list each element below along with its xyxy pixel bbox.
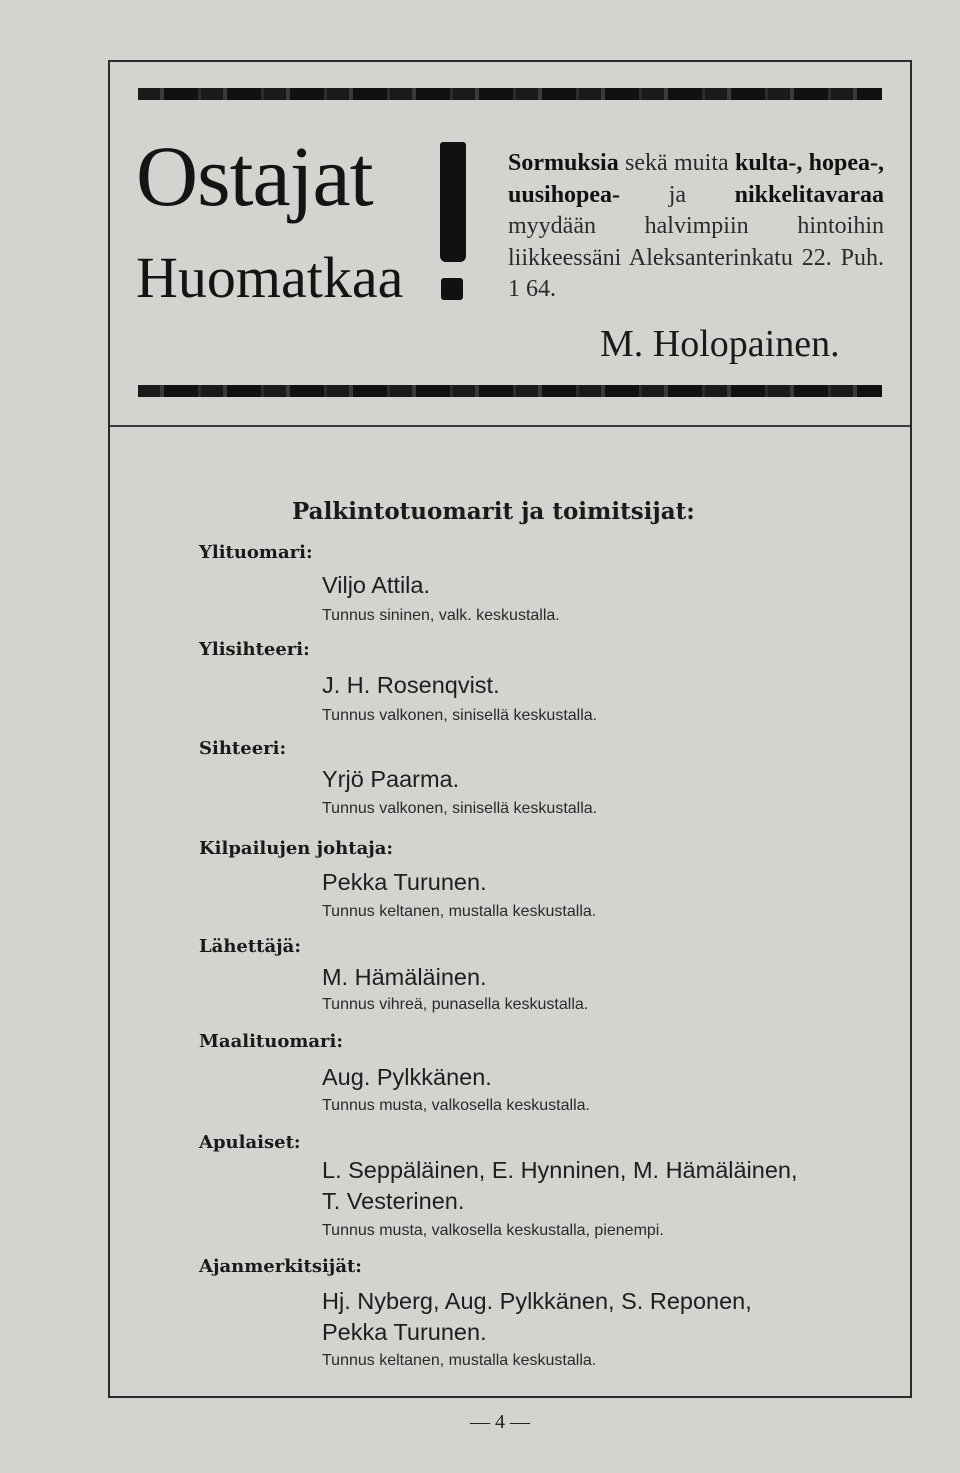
badge-description: Tunnus valkonen, sinisellä keskustalla. xyxy=(322,800,598,817)
official-name: L. Seppäläinen, E. Hynninen, M. Hämäläinen, xyxy=(322,1157,798,1183)
exclamation-icon xyxy=(440,142,466,262)
official-name: Pekka Turunen. xyxy=(322,869,487,895)
ad-separator xyxy=(110,425,910,427)
ad-headline-huomatkaa: Huomatkaa xyxy=(136,245,404,310)
ad-headline-ostajat: Ostajat xyxy=(136,128,373,224)
ad-text-part: kulta-, hopea-, uusihopea- xyxy=(508,150,884,208)
ad-text-part: nikkelitavaraa xyxy=(734,181,884,208)
ad-text-part: myydään halvimpiin hintoihin liikkeessäni Aleksanterinkatu 22. Puh. 1 64. xyxy=(508,213,884,302)
ad-text-part: sekä muita xyxy=(618,150,735,176)
official-name: M. Hämäläinen. xyxy=(322,964,487,990)
page-number: — 4 — xyxy=(470,1411,530,1433)
badge-description: Tunnus sininen, valk. keskustalla. xyxy=(322,607,560,624)
badge-description: Tunnus musta, valkosella keskustalla. xyxy=(322,1097,590,1114)
badge-description: Tunnus keltanen, mustalla keskustalla. xyxy=(322,1352,597,1369)
official-name: Pekka Turunen. xyxy=(322,1319,487,1345)
role-label: Ajanmerkitsijät: xyxy=(199,1256,362,1277)
ad-text-part: ja xyxy=(620,181,735,208)
officials-heading: Palkintotuomarit ja toimitsijat: xyxy=(292,498,695,525)
role-label: Maalituomari: xyxy=(199,1031,344,1052)
badge-description: Tunnus vihreä, punasella keskustalla. xyxy=(322,996,589,1013)
official-name: Yrjö Paarma. xyxy=(322,766,460,792)
ad-bottom-rule xyxy=(138,385,882,397)
badge-description: Tunnus valkonen, sinisellä keskustalla. xyxy=(322,707,598,724)
role-label: Ylisihteeri: xyxy=(199,639,310,660)
official-name: Aug. Pylkkänen. xyxy=(322,1064,492,1090)
ad-body-text xyxy=(508,148,884,306)
badge-description: Tunnus keltanen, mustalla keskustalla. xyxy=(322,903,597,920)
role-label: Apulaiset: xyxy=(199,1132,301,1153)
frame-bottom-rule xyxy=(108,1396,912,1398)
official-name: Viljo Attila. xyxy=(322,572,430,598)
role-label: Sihteeri: xyxy=(199,738,287,759)
official-name: Hj. Nyberg, Aug. Pylkkänen, S. Reponen, xyxy=(322,1288,752,1314)
official-name: J. H. Rosenqvist. xyxy=(322,672,500,698)
ad-top-rule xyxy=(138,88,882,100)
role-label: Lähettäjä: xyxy=(199,936,301,957)
role-label: Kilpailujen johtaja: xyxy=(199,838,394,859)
ad-signature: M. Holopainen. xyxy=(600,323,840,365)
badge-description: Tunnus musta, valkosella keskustalla, pienempi. xyxy=(322,1222,664,1239)
ad-text-part: Sormuksia xyxy=(508,150,619,176)
official-name: T. Vesterinen. xyxy=(322,1188,465,1214)
role-label: Ylituomari: xyxy=(199,542,313,563)
exclamation-dot-icon xyxy=(441,278,463,300)
